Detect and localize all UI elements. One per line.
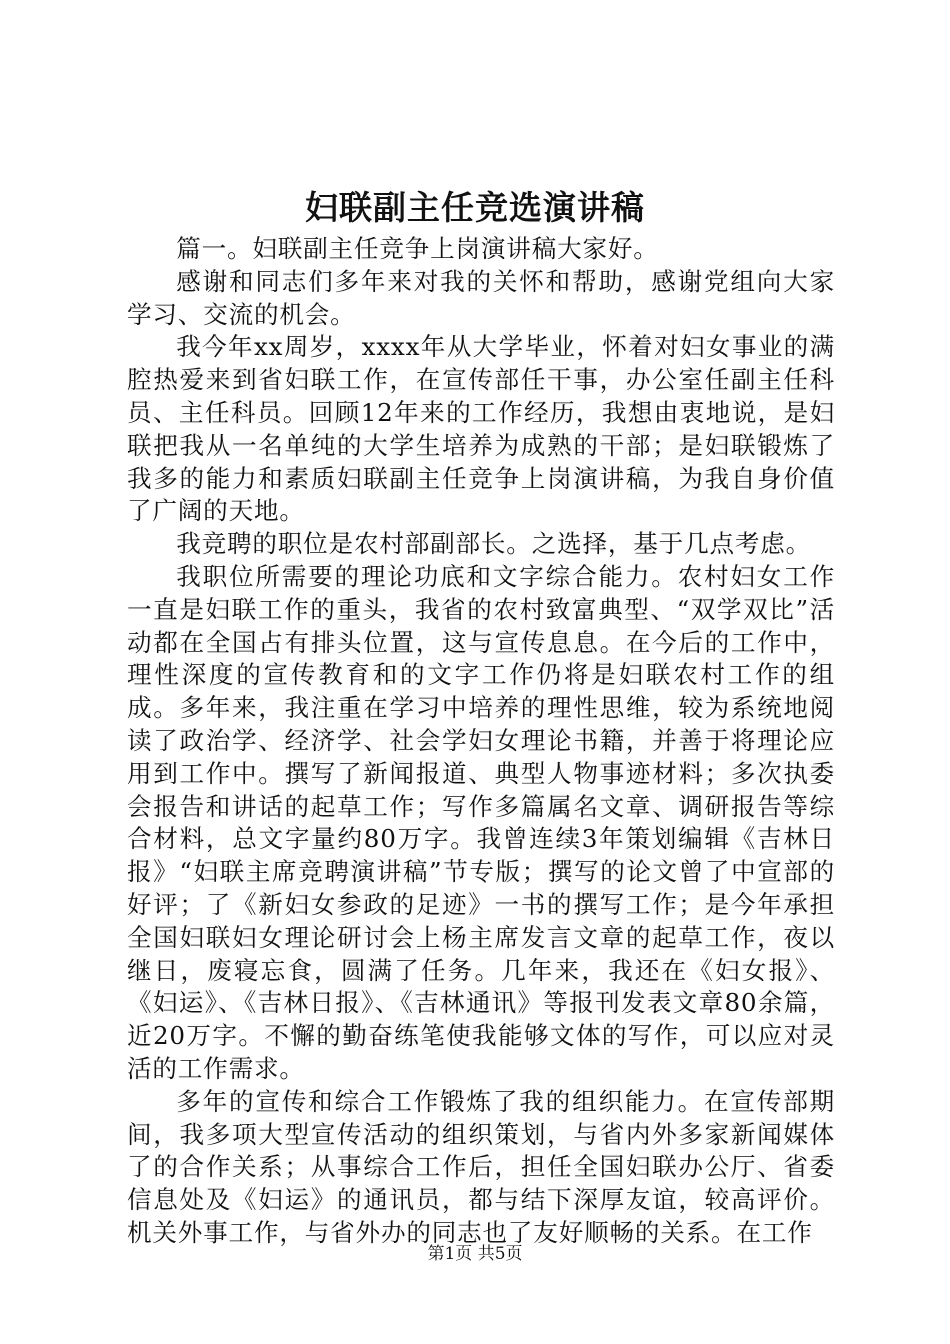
document-body: [127, 233, 835, 1250]
paragraph-2: 感谢和同志们多年来对我的关怀和帮助，感谢党组向大家学习、交流的机会。: [127, 266, 835, 329]
paragraph-4: 我竞聘的职位是农村部副部长。之选择，基于几点考虑。: [176, 529, 812, 559]
paragraph-3: 我今年xx周岁，xxxx年从大学毕业，怀着对妇女事业的满腔热爱来到省妇联工作，在宣传部任干事，办公室任副主任科员、主任科员。回顾12年来的工作经历，我想由衷地说，是妇联把我从一名单纯的大学生培养为成熟的干部；是妇联锻炼了我多的能力和素质妇联副主任竞争上岗演讲稿，为我自身价值了广阔的天地。: [127, 332, 835, 526]
paragraph-5: 我职位所需要的理论功底和文字综合能力。农村妇女工作一直是妇联工作的重头，我省的农村致富典型、“双学双比”活动都在全国占有排头位置，这与宣传息息。在今后的工作中，理性深度的宣传教育和的文字工作仍将是妇联农村工作的组成。多年来，我注重在学习中培养的理性思维，较为系统地阅读了政治学、经济学、社会学妇女理论书籍，并善于将理论应用到工作中。撰写了新闻报道、典型人物事迹材料；多次执委会报告和讲话的起草工作；写作多篇属名文章、调研报告等综合材料，总文字量约80万字。我曾连续3年策划编辑《吉林日报》“妇联主席竞聘演讲稿”节专版；撰写的论文曾了中宣部的好评；了《新妇女参政的足迹》一书的撰写工作；是今年承担全国妇联妇女理论研讨会上杨主席发言文章的起草工作，夜以继日，废寝忘食，圆满了任务。几年来，我还在《妇女报》、《妇运》、《吉林日报》、《吉林通讯》等报刊发表文章80余篇，近20万字。不懈的勤奋练笔使我能够文体的写作，可以应对灵活的工作需求。: [127, 561, 835, 1083]
paragraph-1: 篇一。妇联副主任竞争上岗演讲稿大家好。: [176, 234, 659, 263]
paragraph-6: 多年的宣传和综合工作锻炼了我的组织能力。在宣传部期间，我多项大型宣传活动的组织策划，与省内外多家新闻媒体了的合作关系；从事综合工作后，担任全国妇联办公厅、省委信息处及《妇运》的通讯员，都与结下深厚友谊，较高评价。机关外事工作，与省外办的同志也了友好顺畅的关系。在工作: [127, 1086, 835, 1247]
page-footer: 第1页 共5页: [427, 1244, 523, 1264]
document-title: 妇联副主任竞选演讲稿: [305, 188, 645, 227]
